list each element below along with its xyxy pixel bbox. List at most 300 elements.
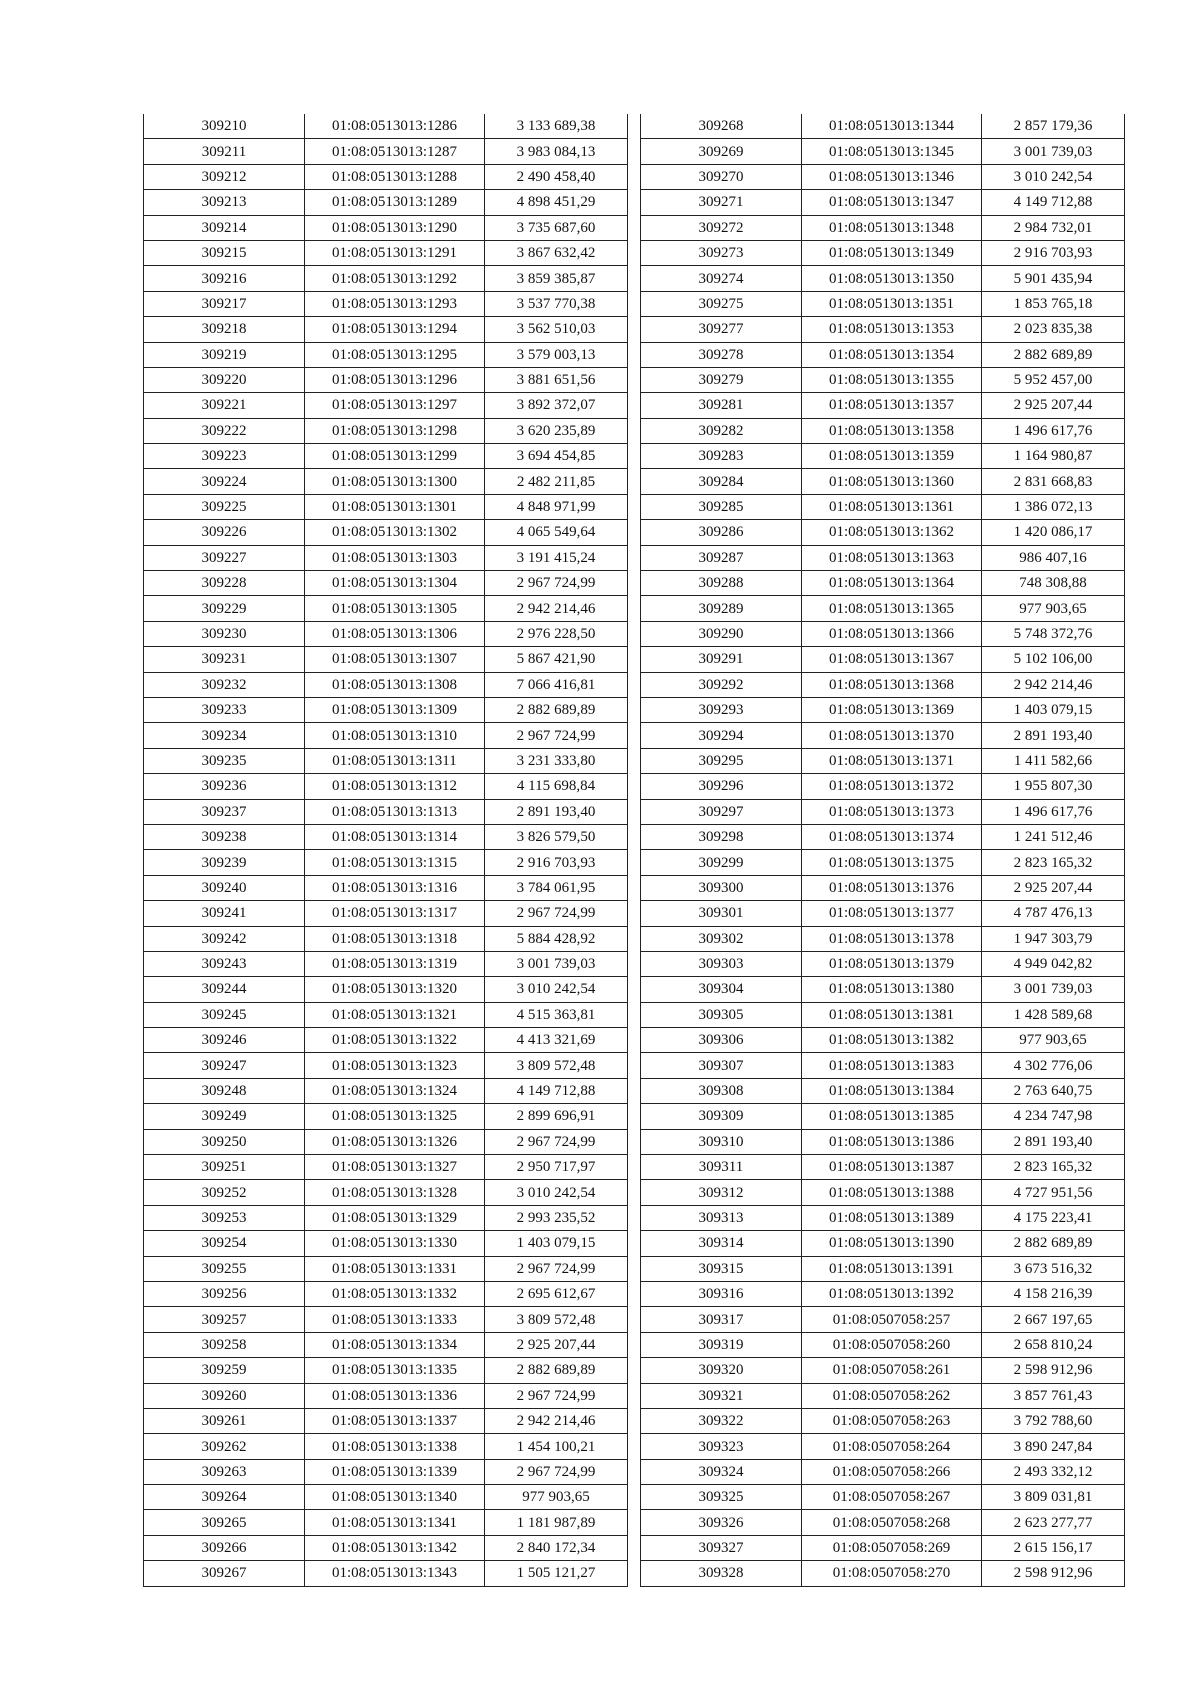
- cadastral-number-cell: 01:08:0513013:1344: [802, 114, 982, 139]
- value-cell: 2 942 214,46: [485, 596, 628, 621]
- value-cell: 1 386 072,13: [982, 494, 1125, 519]
- cadastral-number-cell: 01:08:0513013:1295: [305, 342, 485, 367]
- row-number-cell: 309315: [641, 1256, 802, 1281]
- cadastral-number-cell: 01:08:0513013:1347: [802, 190, 982, 215]
- value-cell: 3 010 242,54: [485, 977, 628, 1002]
- value-cell: 3 001 739,03: [982, 977, 1125, 1002]
- table-row: [144, 1231, 628, 1256]
- cadastral-number-cell: 01:08:0513013:1326: [305, 1129, 485, 1154]
- table-row: [144, 266, 628, 291]
- cadastral-number-cell: 01:08:0513013:1350: [802, 266, 982, 291]
- table-row: [641, 926, 1125, 951]
- cadastral-number-cell: 01:08:0513013:1387: [802, 1155, 982, 1180]
- row-number-cell: 309231: [144, 647, 305, 672]
- value-cell: 977 903,65: [982, 596, 1125, 621]
- value-cell: 3 620 235,89: [485, 418, 628, 443]
- row-number-cell: 309311: [641, 1155, 802, 1180]
- table-row: [144, 114, 628, 139]
- cadastral-number-cell: 01:08:0513013:1297: [305, 393, 485, 418]
- table-row: [144, 697, 628, 722]
- value-cell: 2 615 156,17: [982, 1535, 1125, 1560]
- cadastral-number-cell: 01:08:0513013:1307: [305, 647, 485, 672]
- table-row: [144, 291, 628, 316]
- value-cell: 4 949 042,82: [982, 951, 1125, 976]
- row-number-cell: 309230: [144, 621, 305, 646]
- table-row: [641, 1459, 1125, 1484]
- value-cell: 2 899 696,91: [485, 1104, 628, 1129]
- row-number-cell: 309212: [144, 164, 305, 189]
- table-row: [144, 1332, 628, 1357]
- row-number-cell: 309247: [144, 1053, 305, 1078]
- cadastral-number-cell: 01:08:0513013:1330: [305, 1231, 485, 1256]
- value-cell: 4 149 712,88: [982, 190, 1125, 215]
- value-cell: 1 241 512,46: [982, 824, 1125, 849]
- value-cell: 1 403 079,15: [485, 1231, 628, 1256]
- cadastral-number-cell: 01:08:0513013:1349: [802, 240, 982, 265]
- table-row: [144, 1535, 628, 1560]
- cadastral-number-cell: 01:08:0513013:1340: [305, 1485, 485, 1510]
- table-row: [641, 1281, 1125, 1306]
- row-number-cell: 309288: [641, 571, 802, 596]
- right-table-body: [641, 114, 1125, 1586]
- table-row: [641, 114, 1125, 139]
- cadastral-number-cell: 01:08:0513013:1342: [305, 1535, 485, 1560]
- cadastral-number-cell: 01:08:0513013:1286: [305, 114, 485, 139]
- table-row: [144, 951, 628, 976]
- row-number-cell: 309281: [641, 393, 802, 418]
- table-row: [641, 1256, 1125, 1281]
- cadastral-number-cell: 01:08:0513013:1378: [802, 926, 982, 951]
- cadastral-number-cell: 01:08:0513013:1331: [305, 1256, 485, 1281]
- cadastral-number-cell: 01:08:0513013:1325: [305, 1104, 485, 1129]
- row-number-cell: 309301: [641, 901, 802, 926]
- value-cell: 2 967 724,99: [485, 1383, 628, 1408]
- value-cell: 2 023 835,38: [982, 317, 1125, 342]
- table-row: [641, 1053, 1125, 1078]
- row-number-cell: 309309: [641, 1104, 802, 1129]
- row-number-cell: 309269: [641, 139, 802, 164]
- table-row: [144, 977, 628, 1002]
- value-cell: 2 823 165,32: [982, 1155, 1125, 1180]
- cadastral-number-cell: 01:08:0513013:1372: [802, 774, 982, 799]
- row-number-cell: 309211: [144, 139, 305, 164]
- value-cell: 2 993 235,52: [485, 1205, 628, 1230]
- cadastral-number-cell: 01:08:0513013:1380: [802, 977, 982, 1002]
- table-row: [641, 1104, 1125, 1129]
- table-row: [144, 1002, 628, 1027]
- value-cell: 4 065 549,64: [485, 520, 628, 545]
- value-cell: 4 175 223,41: [982, 1205, 1125, 1230]
- row-number-cell: 309255: [144, 1256, 305, 1281]
- table-row: [144, 875, 628, 900]
- cadastral-number-cell: 01:08:0513013:1381: [802, 1002, 982, 1027]
- row-number-cell: 309217: [144, 291, 305, 316]
- value-cell: 2 925 207,44: [485, 1332, 628, 1357]
- table-row: [144, 799, 628, 824]
- row-number-cell: 309256: [144, 1281, 305, 1306]
- cadastral-number-cell: 01:08:0513013:1327: [305, 1155, 485, 1180]
- row-number-cell: 309323: [641, 1434, 802, 1459]
- cadastral-number-cell: 01:08:0513013:1305: [305, 596, 485, 621]
- value-cell: 4 158 216,39: [982, 1281, 1125, 1306]
- cadastral-number-cell: 01:08:0513013:1296: [305, 367, 485, 392]
- value-cell: 5 867 421,90: [485, 647, 628, 672]
- cadastral-number-cell: 01:08:0513013:1290: [305, 215, 485, 240]
- row-number-cell: 309293: [641, 697, 802, 722]
- table-row: [641, 266, 1125, 291]
- table-row: [641, 1434, 1125, 1459]
- table-row: [641, 1408, 1125, 1433]
- row-number-cell: 309287: [641, 545, 802, 570]
- row-number-cell: 309322: [641, 1408, 802, 1433]
- value-cell: 3 784 061,95: [485, 875, 628, 900]
- left-table-body: [144, 114, 628, 1586]
- row-number-cell: 309254: [144, 1231, 305, 1256]
- cadastral-number-cell: 01:08:0507058:263: [802, 1408, 982, 1433]
- row-number-cell: 309299: [641, 850, 802, 875]
- cadastral-number-cell: 01:08:0513013:1362: [802, 520, 982, 545]
- row-number-cell: 309328: [641, 1561, 802, 1586]
- value-cell: 2 695 612,67: [485, 1281, 628, 1306]
- row-number-cell: 309262: [144, 1434, 305, 1459]
- table-row: [641, 317, 1125, 342]
- row-number-cell: 309222: [144, 418, 305, 443]
- table-row: [641, 799, 1125, 824]
- table-row: [144, 1307, 628, 1332]
- table-row: [144, 139, 628, 164]
- table-row: [144, 418, 628, 443]
- table-row: [641, 1002, 1125, 1027]
- value-cell: 1 411 582,66: [982, 748, 1125, 773]
- row-number-cell: 309326: [641, 1510, 802, 1535]
- cadastral-number-cell: 01:08:0513013:1376: [802, 875, 982, 900]
- cadastral-number-cell: 01:08:0513013:1313: [305, 799, 485, 824]
- value-cell: 1 496 617,76: [982, 799, 1125, 824]
- cadastral-number-cell: 01:08:0507058:257: [802, 1307, 982, 1332]
- table-row: [144, 520, 628, 545]
- row-number-cell: 309251: [144, 1155, 305, 1180]
- cadastral-number-cell: 01:08:0513013:1359: [802, 444, 982, 469]
- value-cell: 2 976 228,50: [485, 621, 628, 646]
- table-row: [641, 571, 1125, 596]
- row-number-cell: 309225: [144, 494, 305, 519]
- value-cell: 2 967 724,99: [485, 1129, 628, 1154]
- row-number-cell: 309221: [144, 393, 305, 418]
- cadastral-number-cell: 01:08:0513013:1289: [305, 190, 485, 215]
- value-cell: 2 916 703,93: [485, 850, 628, 875]
- cadastral-number-cell: 01:08:0513013:1304: [305, 571, 485, 596]
- table-row: [641, 901, 1125, 926]
- cadastral-number-cell: 01:08:0513013:1345: [802, 139, 982, 164]
- row-number-cell: 309210: [144, 114, 305, 139]
- value-cell: 1 181 987,89: [485, 1510, 628, 1535]
- row-number-cell: 309295: [641, 748, 802, 773]
- value-cell: 1 403 079,15: [982, 697, 1125, 722]
- cadastral-number-cell: 01:08:0513013:1357: [802, 393, 982, 418]
- row-number-cell: 309290: [641, 621, 802, 646]
- row-number-cell: 309275: [641, 291, 802, 316]
- table-row: [641, 494, 1125, 519]
- value-cell: 1 454 100,21: [485, 1434, 628, 1459]
- table-row: [641, 1561, 1125, 1586]
- table-row: [144, 748, 628, 773]
- cadastral-number-cell: 01:08:0513013:1324: [305, 1078, 485, 1103]
- table-row: [144, 215, 628, 240]
- table-row: [641, 647, 1125, 672]
- table-row: [144, 901, 628, 926]
- cadastral-number-cell: 01:08:0513013:1348: [802, 215, 982, 240]
- row-number-cell: 309316: [641, 1281, 802, 1306]
- cadastral-number-cell: 01:08:0507058:268: [802, 1510, 982, 1535]
- table-row: [144, 545, 628, 570]
- row-number-cell: 309241: [144, 901, 305, 926]
- cadastral-number-cell: 01:08:0513013:1383: [802, 1053, 982, 1078]
- value-cell: 3 983 084,13: [485, 139, 628, 164]
- row-number-cell: 309216: [144, 266, 305, 291]
- row-number-cell: 309313: [641, 1205, 802, 1230]
- cadastral-number-cell: 01:08:0513013:1309: [305, 697, 485, 722]
- table-row: [144, 1104, 628, 1129]
- value-cell: 2 482 211,85: [485, 469, 628, 494]
- row-number-cell: 309306: [641, 1028, 802, 1053]
- cadastral-number-cell: 01:08:0513013:1386: [802, 1129, 982, 1154]
- table-row: [144, 1129, 628, 1154]
- table-row: [144, 1510, 628, 1535]
- table-row: [144, 1383, 628, 1408]
- row-number-cell: 309249: [144, 1104, 305, 1129]
- cadastral-number-cell: 01:08:0507058:261: [802, 1358, 982, 1383]
- table-row: [641, 444, 1125, 469]
- cadastral-number-cell: 01:08:0513013:1334: [305, 1332, 485, 1357]
- cadastral-number-cell: 01:08:0513013:1382: [802, 1028, 982, 1053]
- cadastral-number-cell: 01:08:0513013:1311: [305, 748, 485, 773]
- row-number-cell: 309327: [641, 1535, 802, 1560]
- table-row: [641, 164, 1125, 189]
- table-row: [144, 774, 628, 799]
- row-number-cell: 309261: [144, 1408, 305, 1433]
- cadastral-number-cell: 01:08:0513013:1306: [305, 621, 485, 646]
- table-row: [144, 824, 628, 849]
- table-row: [144, 926, 628, 951]
- table-row: [641, 367, 1125, 392]
- value-cell: 1 428 589,68: [982, 1002, 1125, 1027]
- cadastral-number-cell: 01:08:0513013:1320: [305, 977, 485, 1002]
- value-cell: 1 496 617,76: [982, 418, 1125, 443]
- value-cell: 2 984 732,01: [982, 215, 1125, 240]
- table-row: [144, 1078, 628, 1103]
- value-cell: 4 898 451,29: [485, 190, 628, 215]
- value-cell: 3 735 687,60: [485, 215, 628, 240]
- value-cell: 2 942 214,46: [982, 672, 1125, 697]
- table-row: [144, 571, 628, 596]
- cadastral-number-cell: 01:08:0513013:1389: [802, 1205, 982, 1230]
- value-cell: 4 727 951,56: [982, 1180, 1125, 1205]
- table-row: [641, 1078, 1125, 1103]
- value-cell: 4 234 747,98: [982, 1104, 1125, 1129]
- row-number-cell: 309310: [641, 1129, 802, 1154]
- value-cell: 7 066 416,81: [485, 672, 628, 697]
- cadastral-number-cell: 01:08:0507058:264: [802, 1434, 982, 1459]
- cadastral-number-cell: 01:08:0513013:1310: [305, 723, 485, 748]
- row-number-cell: 309319: [641, 1332, 802, 1357]
- cadastral-number-cell: 01:08:0513013:1332: [305, 1281, 485, 1306]
- cadastral-number-cell: 01:08:0507058:267: [802, 1485, 982, 1510]
- cadastral-number-cell: 01:08:0507058:270: [802, 1561, 982, 1586]
- row-number-cell: 309265: [144, 1510, 305, 1535]
- row-number-cell: 309227: [144, 545, 305, 570]
- cadastral-number-cell: 01:08:0513013:1390: [802, 1231, 982, 1256]
- row-number-cell: 309239: [144, 850, 305, 875]
- table-row: [144, 1256, 628, 1281]
- cadastral-number-cell: 01:08:0513013:1391: [802, 1256, 982, 1281]
- value-cell: 2 831 668,83: [982, 469, 1125, 494]
- row-number-cell: 309273: [641, 240, 802, 265]
- value-cell: 2 763 640,75: [982, 1078, 1125, 1103]
- cadastral-number-cell: 01:08:0513013:1321: [305, 1002, 485, 1027]
- value-cell: 1 164 980,87: [982, 444, 1125, 469]
- value-cell: 2 891 193,40: [982, 1129, 1125, 1154]
- cadastral-number-cell: 01:08:0513013:1341: [305, 1510, 485, 1535]
- table-row: [144, 1358, 628, 1383]
- value-cell: 2 490 458,40: [485, 164, 628, 189]
- row-number-cell: 309320: [641, 1358, 802, 1383]
- table-row: [641, 1535, 1125, 1560]
- table-row: [144, 494, 628, 519]
- row-number-cell: 309263: [144, 1459, 305, 1484]
- table-row: [144, 621, 628, 646]
- table-row: [641, 520, 1125, 545]
- row-number-cell: 309242: [144, 926, 305, 951]
- cadastral-number-cell: 01:08:0513013:1365: [802, 596, 982, 621]
- row-number-cell: 309245: [144, 1002, 305, 1027]
- row-number-cell: 309300: [641, 875, 802, 900]
- table-row: [144, 1459, 628, 1484]
- cadastral-number-cell: 01:08:0513013:1374: [802, 824, 982, 849]
- value-cell: 2 882 689,89: [485, 1358, 628, 1383]
- cadastral-number-cell: 01:08:0513013:1336: [305, 1383, 485, 1408]
- cadastral-number-cell: 01:08:0513013:1355: [802, 367, 982, 392]
- cadastral-number-cell: 01:08:0513013:1314: [305, 824, 485, 849]
- row-number-cell: 309238: [144, 824, 305, 849]
- table-row: [641, 1307, 1125, 1332]
- row-number-cell: 309266: [144, 1535, 305, 1560]
- cadastral-number-cell: 01:08:0513013:1337: [305, 1408, 485, 1433]
- value-cell: 3 579 003,13: [485, 342, 628, 367]
- table-row: [641, 824, 1125, 849]
- value-cell: 977 903,65: [982, 1028, 1125, 1053]
- table-row: [144, 240, 628, 265]
- table-row: [641, 1383, 1125, 1408]
- row-number-cell: 309303: [641, 951, 802, 976]
- table-row: [144, 596, 628, 621]
- table-row: [641, 1205, 1125, 1230]
- cadastral-number-cell: 01:08:0513013:1363: [802, 545, 982, 570]
- cadastral-number-cell: 01:08:0513013:1316: [305, 875, 485, 900]
- value-cell: 2 857 179,36: [982, 114, 1125, 139]
- row-number-cell: 309314: [641, 1231, 802, 1256]
- table-row: [641, 545, 1125, 570]
- row-number-cell: 309317: [641, 1307, 802, 1332]
- table-row: [144, 190, 628, 215]
- row-number-cell: 309246: [144, 1028, 305, 1053]
- row-number-cell: 309302: [641, 926, 802, 951]
- row-number-cell: 309252: [144, 1180, 305, 1205]
- cadastral-number-cell: 01:08:0513013:1379: [802, 951, 982, 976]
- table-row: [641, 596, 1125, 621]
- row-number-cell: 309284: [641, 469, 802, 494]
- row-number-cell: 309267: [144, 1561, 305, 1586]
- value-cell: 2 942 214,46: [485, 1408, 628, 1433]
- table-row: [641, 342, 1125, 367]
- row-number-cell: 309234: [144, 723, 305, 748]
- value-cell: 2 493 332,12: [982, 1459, 1125, 1484]
- table-row: [641, 672, 1125, 697]
- value-cell: 2 598 912,96: [982, 1561, 1125, 1586]
- row-number-cell: 309294: [641, 723, 802, 748]
- value-cell: 3 231 333,80: [485, 748, 628, 773]
- table-row: [641, 1129, 1125, 1154]
- cadastral-number-cell: 01:08:0507058:266: [802, 1459, 982, 1484]
- row-number-cell: 309235: [144, 748, 305, 773]
- cadastral-number-cell: 01:08:0513013:1291: [305, 240, 485, 265]
- cadastral-number-cell: 01:08:0513013:1318: [305, 926, 485, 951]
- value-cell: 5 102 106,00: [982, 647, 1125, 672]
- row-number-cell: 309248: [144, 1078, 305, 1103]
- row-number-cell: 309233: [144, 697, 305, 722]
- cadastral-number-cell: 01:08:0513013:1333: [305, 1307, 485, 1332]
- cadastral-number-cell: 01:08:0513013:1367: [802, 647, 982, 672]
- table-row: [641, 697, 1125, 722]
- cadastral-number-cell: 01:08:0513013:1308: [305, 672, 485, 697]
- value-cell: 3 001 739,03: [982, 139, 1125, 164]
- row-number-cell: 309307: [641, 1053, 802, 1078]
- row-number-cell: 309232: [144, 672, 305, 697]
- value-cell: 3 001 739,03: [485, 951, 628, 976]
- row-number-cell: 309298: [641, 824, 802, 849]
- table-row: [144, 1205, 628, 1230]
- table-row: [144, 647, 628, 672]
- table-row: [144, 723, 628, 748]
- cadastral-number-cell: 01:08:0513013:1329: [305, 1205, 485, 1230]
- cadastral-number-cell: 01:08:0513013:1366: [802, 621, 982, 646]
- row-number-cell: 309224: [144, 469, 305, 494]
- cadastral-number-cell: 01:08:0513013:1354: [802, 342, 982, 367]
- cadastral-number-cell: 01:08:0513013:1353: [802, 317, 982, 342]
- table-row: [144, 444, 628, 469]
- cadastral-number-cell: 01:08:0507058:269: [802, 1535, 982, 1560]
- value-cell: 2 840 172,34: [485, 1535, 628, 1560]
- table-row: [144, 672, 628, 697]
- table-row: [144, 367, 628, 392]
- row-number-cell: 309321: [641, 1383, 802, 1408]
- row-number-cell: 309286: [641, 520, 802, 545]
- value-cell: 3 867 632,42: [485, 240, 628, 265]
- value-cell: 2 916 703,93: [982, 240, 1125, 265]
- value-cell: 3 826 579,50: [485, 824, 628, 849]
- row-number-cell: 309282: [641, 418, 802, 443]
- value-cell: 3 010 242,54: [485, 1180, 628, 1205]
- value-cell: 3 890 247,84: [982, 1434, 1125, 1459]
- value-cell: 3 892 372,07: [485, 393, 628, 418]
- cadastral-number-cell: 01:08:0513013:1293: [305, 291, 485, 316]
- row-number-cell: 309283: [641, 444, 802, 469]
- value-cell: 3 792 788,60: [982, 1408, 1125, 1433]
- row-number-cell: 309237: [144, 799, 305, 824]
- value-cell: 4 413 321,69: [485, 1028, 628, 1053]
- cadastral-number-cell: 01:08:0513013:1302: [305, 520, 485, 545]
- row-number-cell: 309219: [144, 342, 305, 367]
- table-row: [641, 1155, 1125, 1180]
